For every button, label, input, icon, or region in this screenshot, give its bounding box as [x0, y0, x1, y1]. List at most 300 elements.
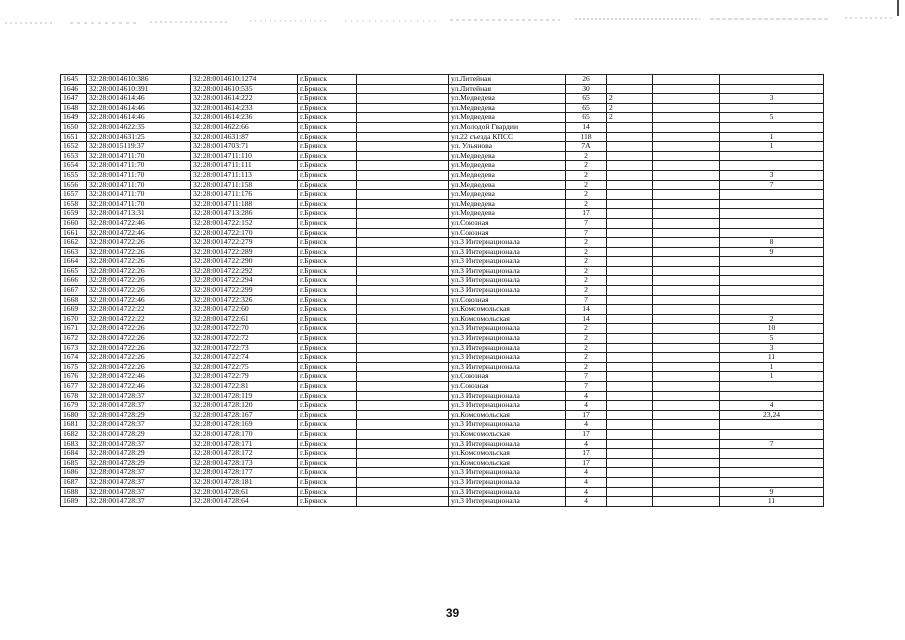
- unit-cell: [653, 439, 720, 449]
- district-cell: [357, 266, 449, 276]
- table-row: [61, 266, 824, 276]
- unit-cell: [653, 190, 720, 200]
- house-number-cell: 2: [566, 362, 607, 372]
- cadastral-number-object-cell: 32:28:0014722:292: [191, 266, 298, 276]
- cadastral-number-parcel-cell: 32:28:0014713:31: [87, 209, 191, 219]
- table-row: [61, 362, 824, 372]
- apartment-cell: [720, 84, 824, 94]
- unit-cell: [653, 324, 720, 334]
- unit-cell: [653, 170, 720, 180]
- building-cell: [607, 439, 653, 449]
- district-cell: [357, 372, 449, 382]
- building-cell: [607, 343, 653, 353]
- street-cell: ул.22 съезда КПСС: [449, 132, 566, 142]
- house-number-cell: 2: [566, 266, 607, 276]
- cadastral-number-parcel-cell: 32:28:0014722:46: [87, 228, 191, 238]
- table-row: [61, 391, 824, 401]
- table-row: [61, 209, 824, 219]
- building-cell: [607, 410, 653, 420]
- building-cell: [607, 487, 653, 497]
- street-cell: ул.Союзная: [449, 218, 566, 228]
- unit-cell: [653, 286, 720, 296]
- cadastral-number-parcel-cell: 32:28:0014728:37: [87, 487, 191, 497]
- district-cell: [357, 458, 449, 468]
- street-cell: ул.3 Интернационала: [449, 257, 566, 267]
- house-number-cell: 2: [566, 247, 607, 257]
- house-number-cell: 2: [566, 324, 607, 334]
- apartment-cell: [720, 276, 824, 286]
- district-cell: [357, 353, 449, 363]
- row-number-cell: 1668: [61, 295, 87, 305]
- unit-cell: [653, 247, 720, 257]
- district-cell: [357, 257, 449, 267]
- apartment-cell: [720, 420, 824, 430]
- unit-cell: [653, 334, 720, 344]
- apartment-cell: [720, 266, 824, 276]
- table-row: [61, 324, 824, 334]
- city-cell: г.Брянск: [298, 103, 357, 113]
- street-cell: ул.3 Интернационала: [449, 362, 566, 372]
- cadastral-number-object-cell: 32:28:0014722:290: [191, 257, 298, 267]
- row-number-cell: 1665: [61, 266, 87, 276]
- row-number-cell: 1689: [61, 497, 87, 507]
- cadastral-number-parcel-cell: 32:28:0014722:26: [87, 324, 191, 334]
- street-cell: ул.Литейная: [449, 75, 566, 85]
- row-number-cell: 1648: [61, 103, 87, 113]
- street-cell: ул.Медведева: [449, 151, 566, 161]
- building-cell: [607, 420, 653, 430]
- district-cell: [357, 209, 449, 219]
- cadastral-number-object-cell: 32:28:0014711:110: [191, 151, 298, 161]
- cadastral-number-object-cell: 32:28:0014614:233: [191, 103, 298, 113]
- apartment-cell: [720, 209, 824, 219]
- apartment-cell: [720, 103, 824, 113]
- cadastral-number-parcel-cell: 32:28:0014610:391: [87, 84, 191, 94]
- unit-cell: [653, 382, 720, 392]
- row-number-cell: 1667: [61, 286, 87, 296]
- row-number-cell: 1678: [61, 391, 87, 401]
- city-cell: г.Брянск: [298, 122, 357, 132]
- row-number-cell: 1655: [61, 170, 87, 180]
- street-cell: ул.Комсомольская: [449, 410, 566, 420]
- table-row: [61, 468, 824, 478]
- apartment-cell: [720, 286, 824, 296]
- row-number-cell: 1660: [61, 218, 87, 228]
- cadastral-number-object-cell: 32:28:0014722:81: [191, 382, 298, 392]
- city-cell: г.Брянск: [298, 132, 357, 142]
- cadastral-number-object-cell: 32:28:0014728:64: [191, 497, 298, 507]
- row-number-cell: 1650: [61, 122, 87, 132]
- district-cell: [357, 276, 449, 286]
- house-number-cell: 4: [566, 487, 607, 497]
- building-cell: [607, 372, 653, 382]
- table-row: [61, 353, 824, 363]
- unit-cell: [653, 458, 720, 468]
- street-cell: ул.3 Интернационала: [449, 477, 566, 487]
- unit-cell: [653, 487, 720, 497]
- cadastral-number-parcel-cell: 32:28:0014614:46: [87, 94, 191, 104]
- building-cell: [607, 429, 653, 439]
- building-cell: [607, 228, 653, 238]
- street-cell: ул.Комсомольская: [449, 429, 566, 439]
- apartment-cell: 11: [720, 497, 824, 507]
- district-cell: [357, 170, 449, 180]
- city-cell: г.Брянск: [298, 429, 357, 439]
- building-cell: [607, 247, 653, 257]
- cadastral-number-parcel-cell: 32:28:0014722:26: [87, 334, 191, 344]
- cadastral-number-object-cell: 32:28:0014722:60: [191, 305, 298, 315]
- unit-cell: [653, 75, 720, 85]
- house-number-cell: 17: [566, 429, 607, 439]
- cadastral-number-parcel-cell: 32:28:0014728:37: [87, 477, 191, 487]
- unit-cell: [653, 497, 720, 507]
- street-cell: ул.3 Интернационала: [449, 334, 566, 344]
- street-cell: ул.3 Интернационала: [449, 238, 566, 248]
- city-cell: г.Брянск: [298, 343, 357, 353]
- apartment-cell: [720, 429, 824, 439]
- cadastral-number-parcel-cell: 32:28:0014722:26: [87, 238, 191, 248]
- street-cell: ул.3 Интернационала: [449, 286, 566, 296]
- table-row: [61, 228, 824, 238]
- table-row: [61, 477, 824, 487]
- street-cell: ул.Медведева: [449, 103, 566, 113]
- unit-cell: [653, 477, 720, 487]
- cadastral-number-object-cell: 32:28:0014711:113: [191, 170, 298, 180]
- row-number-cell: 1677: [61, 382, 87, 392]
- city-cell: г.Брянск: [298, 209, 357, 219]
- street-cell: ул.3 Интернационала: [449, 276, 566, 286]
- district-cell: [357, 180, 449, 190]
- house-number-cell: 2: [566, 334, 607, 344]
- house-number-cell: 26: [566, 75, 607, 85]
- row-number-cell: 1672: [61, 334, 87, 344]
- row-number-cell: 1645: [61, 75, 87, 85]
- building-cell: [607, 314, 653, 324]
- row-number-cell: 1673: [61, 343, 87, 353]
- street-cell: ул.Медведева: [449, 180, 566, 190]
- city-cell: г.Брянск: [298, 487, 357, 497]
- table-row: [61, 151, 824, 161]
- apartment-cell: [720, 477, 824, 487]
- district-cell: [357, 151, 449, 161]
- table-row: [61, 94, 824, 104]
- cadastral-number-object-cell: 32:28:0014722:299: [191, 286, 298, 296]
- city-cell: г.Брянск: [298, 238, 357, 248]
- city-cell: г.Брянск: [298, 439, 357, 449]
- apartment-cell: [720, 151, 824, 161]
- building-cell: [607, 170, 653, 180]
- apartment-cell: 9: [720, 487, 824, 497]
- cadastral-number-object-cell: 32:28:0014728:170: [191, 429, 298, 439]
- house-number-cell: 7: [566, 218, 607, 228]
- apartment-cell: [720, 190, 824, 200]
- cadastral-number-parcel-cell: 32:28:0014722:26: [87, 343, 191, 353]
- row-number-cell: 1659: [61, 209, 87, 219]
- district-cell: [357, 420, 449, 430]
- city-cell: г.Брянск: [298, 247, 357, 257]
- table-row: [61, 410, 824, 420]
- street-cell: ул. Ульянова: [449, 142, 566, 152]
- house-number-cell: 7: [566, 228, 607, 238]
- apartment-cell: [720, 449, 824, 459]
- cadastral-number-parcel-cell: 32:28:0014722:26: [87, 247, 191, 257]
- cadastral-number-object-cell: 32:28:0014728:120: [191, 401, 298, 411]
- city-cell: г.Брянск: [298, 94, 357, 104]
- row-number-cell: 1666: [61, 276, 87, 286]
- apartment-cell: 5: [720, 334, 824, 344]
- row-number-cell: 1683: [61, 439, 87, 449]
- street-cell: ул.Медведева: [449, 113, 566, 123]
- unit-cell: [653, 372, 720, 382]
- house-number-cell: 2: [566, 238, 607, 248]
- cadastral-number-object-cell: 32:28:0014728:172: [191, 449, 298, 459]
- cadastral-number-parcel-cell: 32:28:0014711:70: [87, 151, 191, 161]
- cadastral-number-parcel-cell: 32:28:0014728:37: [87, 439, 191, 449]
- street-cell: ул.Союзная: [449, 382, 566, 392]
- house-number-cell: 2: [566, 353, 607, 363]
- cadastral-number-parcel-cell: 32:28:0014711:70: [87, 161, 191, 171]
- cadastral-number-object-cell: 32:28:0014722:326: [191, 295, 298, 305]
- house-number-cell: 17: [566, 209, 607, 219]
- cadastral-number-object-cell: 32:28:0014722:72: [191, 334, 298, 344]
- building-cell: 2: [607, 94, 653, 104]
- district-cell: [357, 94, 449, 104]
- street-cell: ул.Медведева: [449, 209, 566, 219]
- cadastral-number-object-cell: 32:28:0014722:79: [191, 372, 298, 382]
- table-row: [61, 199, 824, 209]
- cadastral-number-parcel-cell: 32:28:0014722:22: [87, 314, 191, 324]
- cadastral-number-parcel-cell: 32:28:0014711:70: [87, 180, 191, 190]
- building-cell: [607, 305, 653, 315]
- unit-cell: [653, 391, 720, 401]
- building-cell: 2: [607, 113, 653, 123]
- building-cell: [607, 257, 653, 267]
- district-cell: [357, 103, 449, 113]
- unit-cell: [653, 295, 720, 305]
- cadastral-number-object-cell: 32:28:0014728:171: [191, 439, 298, 449]
- table-row: [61, 382, 824, 392]
- table-row: [61, 334, 824, 344]
- house-number-cell: 7: [566, 372, 607, 382]
- cadastral-number-parcel-cell: 32:28:0014722:46: [87, 372, 191, 382]
- building-cell: [607, 142, 653, 152]
- cadastral-number-parcel-cell: 32:28:0014722:26: [87, 353, 191, 363]
- table-row: [61, 103, 824, 113]
- apartment-cell: 23,24: [720, 410, 824, 420]
- house-number-cell: 118: [566, 132, 607, 142]
- street-cell: ул.3 Интернационала: [449, 353, 566, 363]
- cadastral-number-object-cell: 32:28:0014722:74: [191, 353, 298, 363]
- apartment-cell: [720, 122, 824, 132]
- building-cell: [607, 401, 653, 411]
- house-number-cell: 4: [566, 477, 607, 487]
- cadastral-number-object-cell: 32:28:0014713:286: [191, 209, 298, 219]
- city-cell: г.Брянск: [298, 382, 357, 392]
- house-number-cell: 2: [566, 151, 607, 161]
- cadastral-register-table: [60, 74, 824, 507]
- cadastral-number-object-cell: 32:28:0014631:87: [191, 132, 298, 142]
- building-cell: [607, 353, 653, 363]
- district-cell: [357, 449, 449, 459]
- building-cell: [607, 468, 653, 478]
- unit-cell: [653, 429, 720, 439]
- unit-cell: [653, 180, 720, 190]
- district-cell: [357, 161, 449, 171]
- apartment-cell: [720, 199, 824, 209]
- city-cell: г.Брянск: [298, 458, 357, 468]
- district-cell: [357, 84, 449, 94]
- district-cell: [357, 75, 449, 85]
- building-cell: [607, 199, 653, 209]
- street-cell: ул.Медведева: [449, 199, 566, 209]
- cadastral-number-object-cell: 32:28:0014728:177: [191, 468, 298, 478]
- district-cell: [357, 391, 449, 401]
- row-number-cell: 1670: [61, 314, 87, 324]
- unit-cell: [653, 420, 720, 430]
- house-number-cell: 2: [566, 257, 607, 267]
- city-cell: г.Брянск: [298, 257, 357, 267]
- row-number-cell: 1675: [61, 362, 87, 372]
- table-row: [61, 257, 824, 267]
- row-number-cell: 1647: [61, 94, 87, 104]
- house-number-cell: 2: [566, 180, 607, 190]
- table-row: [61, 247, 824, 257]
- unit-cell: [653, 122, 720, 132]
- row-number-cell: 1682: [61, 429, 87, 439]
- apartment-cell: 9: [720, 247, 824, 257]
- house-number-cell: 7: [566, 295, 607, 305]
- street-cell: ул.Союзная: [449, 295, 566, 305]
- apartment-cell: 8: [720, 238, 824, 248]
- unit-cell: [653, 468, 720, 478]
- apartment-cell: [720, 458, 824, 468]
- apartment-cell: 7: [720, 439, 824, 449]
- cadastral-number-parcel-cell: 32:28:0014728:29: [87, 458, 191, 468]
- building-cell: [607, 276, 653, 286]
- unit-cell: [653, 276, 720, 286]
- apartment-cell: 2: [720, 314, 824, 324]
- apartment-cell: [720, 468, 824, 478]
- table-row: [61, 487, 824, 497]
- row-number-cell: 1657: [61, 190, 87, 200]
- city-cell: г.Брянск: [298, 372, 357, 382]
- unit-cell: [653, 103, 720, 113]
- unit-cell: [653, 362, 720, 372]
- cadastral-number-object-cell: 32:28:0014722:75: [191, 362, 298, 372]
- unit-cell: [653, 142, 720, 152]
- cadastral-number-object-cell: 32:28:0014728:169: [191, 420, 298, 430]
- apartment-cell: 10: [720, 324, 824, 334]
- city-cell: г.Брянск: [298, 410, 357, 420]
- table-row: [61, 170, 824, 180]
- apartment-cell: 11: [720, 353, 824, 363]
- apartment-cell: [720, 257, 824, 267]
- street-cell: ул.3 Интернационала: [449, 439, 566, 449]
- house-number-cell: 7: [566, 382, 607, 392]
- district-cell: [357, 429, 449, 439]
- table-row: [61, 372, 824, 382]
- row-number-cell: 1658: [61, 199, 87, 209]
- house-number-cell: 4: [566, 391, 607, 401]
- cadastral-number-object-cell: 32:28:0014722:294: [191, 276, 298, 286]
- cadastral-number-parcel-cell: 32:28:0014728:37: [87, 420, 191, 430]
- cadastral-number-object-cell: 32:28:0014711:158: [191, 180, 298, 190]
- table-row: [61, 286, 824, 296]
- row-number-cell: 1681: [61, 420, 87, 430]
- city-cell: г.Брянск: [298, 295, 357, 305]
- row-number-cell: 1646: [61, 84, 87, 94]
- city-cell: г.Брянск: [298, 401, 357, 411]
- house-number-cell: 2: [566, 170, 607, 180]
- district-cell: [357, 295, 449, 305]
- street-cell: ул.Комсомольская: [449, 305, 566, 315]
- cadastral-number-parcel-cell: 32:28:0014722:46: [87, 295, 191, 305]
- unit-cell: [653, 257, 720, 267]
- house-number-cell: 14: [566, 122, 607, 132]
- unit-cell: [653, 161, 720, 171]
- apartment-cell: [720, 295, 824, 305]
- building-cell: [607, 286, 653, 296]
- row-number-cell: 1686: [61, 468, 87, 478]
- apartment-cell: 1: [720, 372, 824, 382]
- cadastral-number-object-cell: 32:28:0014728:181: [191, 477, 298, 487]
- cadastral-number-parcel-cell: 32:28:0014722:26: [87, 286, 191, 296]
- house-number-cell: 30: [566, 84, 607, 94]
- table-row: [61, 449, 824, 459]
- row-number-cell: 1676: [61, 372, 87, 382]
- table-row: [61, 218, 824, 228]
- house-number-cell: 2: [566, 343, 607, 353]
- apartment-cell: 1: [720, 132, 824, 142]
- cadastral-number-object-cell: 32:28:0014722:73: [191, 343, 298, 353]
- district-cell: [357, 401, 449, 411]
- apartment-cell: 1: [720, 142, 824, 152]
- cadastral-number-object-cell: 32:28:0014711:111: [191, 161, 298, 171]
- street-cell: ул.3 Интернационала: [449, 487, 566, 497]
- district-cell: [357, 468, 449, 478]
- cadastral-number-parcel-cell: 32:28:0014711:70: [87, 170, 191, 180]
- cadastral-number-parcel-cell: 32:28:0014622:35: [87, 122, 191, 132]
- building-cell: [607, 295, 653, 305]
- table-row: [61, 429, 824, 439]
- house-number-cell: 65: [566, 103, 607, 113]
- district-cell: [357, 228, 449, 238]
- city-cell: г.Брянск: [298, 218, 357, 228]
- district-cell: [357, 343, 449, 353]
- building-cell: [607, 209, 653, 219]
- district-cell: [357, 314, 449, 324]
- street-cell: ул.3 Интернационала: [449, 401, 566, 411]
- cadastral-number-object-cell: 32:28:0014722:61: [191, 314, 298, 324]
- building-cell: [607, 497, 653, 507]
- unit-cell: [653, 84, 720, 94]
- house-number-cell: 14: [566, 314, 607, 324]
- row-number-cell: 1651: [61, 132, 87, 142]
- street-cell: ул.3 Интернационала: [449, 266, 566, 276]
- city-cell: г.Брянск: [298, 276, 357, 286]
- district-cell: [357, 382, 449, 392]
- row-number-cell: 1649: [61, 113, 87, 123]
- house-number-cell: 17: [566, 458, 607, 468]
- house-number-cell: 4: [566, 497, 607, 507]
- city-cell: г.Брянск: [298, 468, 357, 478]
- building-cell: [607, 218, 653, 228]
- house-number-cell: 2: [566, 276, 607, 286]
- unit-cell: [653, 218, 720, 228]
- street-cell: ул.Комсомольская: [449, 449, 566, 459]
- cadastral-number-parcel-cell: 32:28:0014722:46: [87, 218, 191, 228]
- table-row: [61, 314, 824, 324]
